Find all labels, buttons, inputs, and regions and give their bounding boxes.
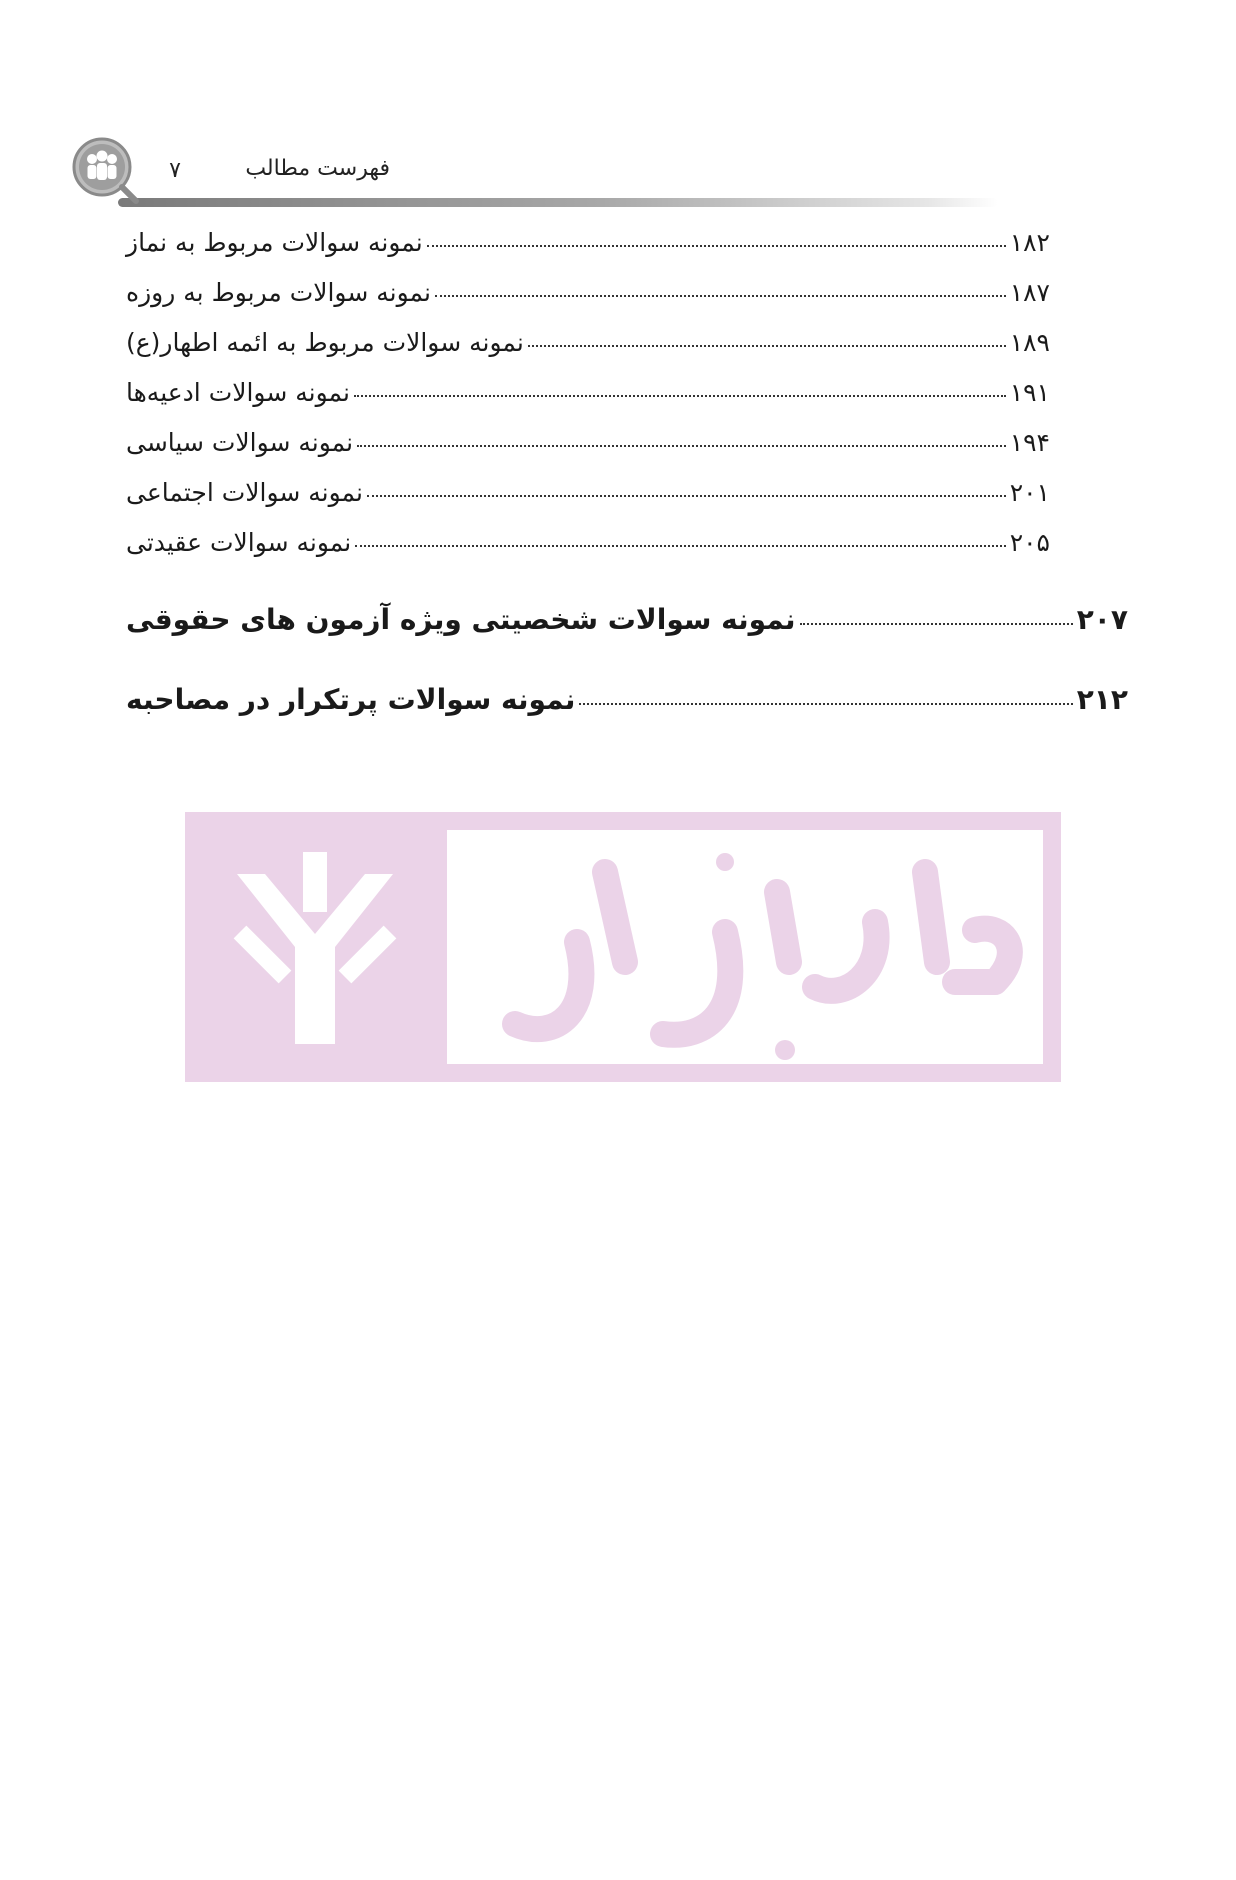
toc-entry[interactable]: [126, 378, 1050, 428]
toc-entry-page: ۱۸۹: [1009, 328, 1050, 357]
toc-entry-page: ۲۰۱: [1009, 478, 1050, 507]
toc-entry-title: نمونه سوالات مربوط به ائمه اطهار(ع): [126, 328, 524, 357]
toc-chapter-entry[interactable]: [126, 603, 1128, 663]
header-page-number: ۷: [169, 158, 181, 183]
toc-dot-leader: [427, 245, 1006, 247]
toc-entry-page: ۱۹۱: [1009, 378, 1050, 407]
toc-entry-title: نمونه سوالات سیاسی: [126, 428, 354, 457]
toc-dot-leader: [435, 295, 1006, 297]
header-title: فهرست مطالب: [245, 156, 390, 181]
toc-chapter-page: ۲۱۲: [1076, 683, 1128, 716]
toc-entry[interactable]: [126, 328, 1050, 378]
toc-entry[interactable]: [126, 228, 1050, 278]
toc-entry[interactable]: [126, 428, 1050, 478]
toc-entry-title: نمونه سوالات مربوط به روزه: [126, 278, 431, 307]
toc-entry-title: نمونه سوالات ادعیه‌ها: [126, 378, 350, 407]
toc-dot-leader: [357, 445, 1006, 447]
toc-dot-leader: [528, 345, 1006, 347]
toc-entry[interactable]: [126, 478, 1050, 528]
page-header: [0, 0, 1236, 230]
toc-entry[interactable]: [126, 278, 1050, 328]
people-magnifier-icon: [70, 135, 142, 207]
toc-dot-leader: [354, 395, 1006, 397]
toc-dot-leader: [355, 545, 1005, 547]
header-rule: [118, 198, 998, 207]
toc-chapter-page: ۲۰۷: [1076, 603, 1128, 636]
toc-entry-title: نمونه سوالات اجتماعی: [126, 478, 363, 507]
toc-chapter-entry[interactable]: [126, 683, 1128, 743]
toc-entry[interactable]: [126, 528, 1050, 578]
toc-dot-leader: [367, 495, 1006, 497]
toc-entry-page: ۱۸۷: [1009, 278, 1050, 307]
toc-entry-title: نمونه سوالات عقیدتی: [126, 528, 352, 557]
toc-chapter-title: نمونه سوالات شخصیتی ویژه آزمون های حقوقی: [126, 603, 796, 636]
toc-entry-title: نمونه سوالات مربوط به نماز: [126, 228, 423, 257]
toc-entry-page: ۱۸۲: [1009, 228, 1050, 257]
dadbazar-watermark: [185, 812, 1061, 1082]
toc-entry-page: ۱۹۴: [1009, 428, 1050, 457]
toc-entry-page: ۲۰۵: [1009, 528, 1050, 557]
toc-dot-leader: [579, 703, 1072, 705]
toc-dot-leader: [800, 623, 1073, 625]
toc-chapter-title: نمونه سوالات پرتکرار در مصاحبه: [126, 683, 576, 716]
